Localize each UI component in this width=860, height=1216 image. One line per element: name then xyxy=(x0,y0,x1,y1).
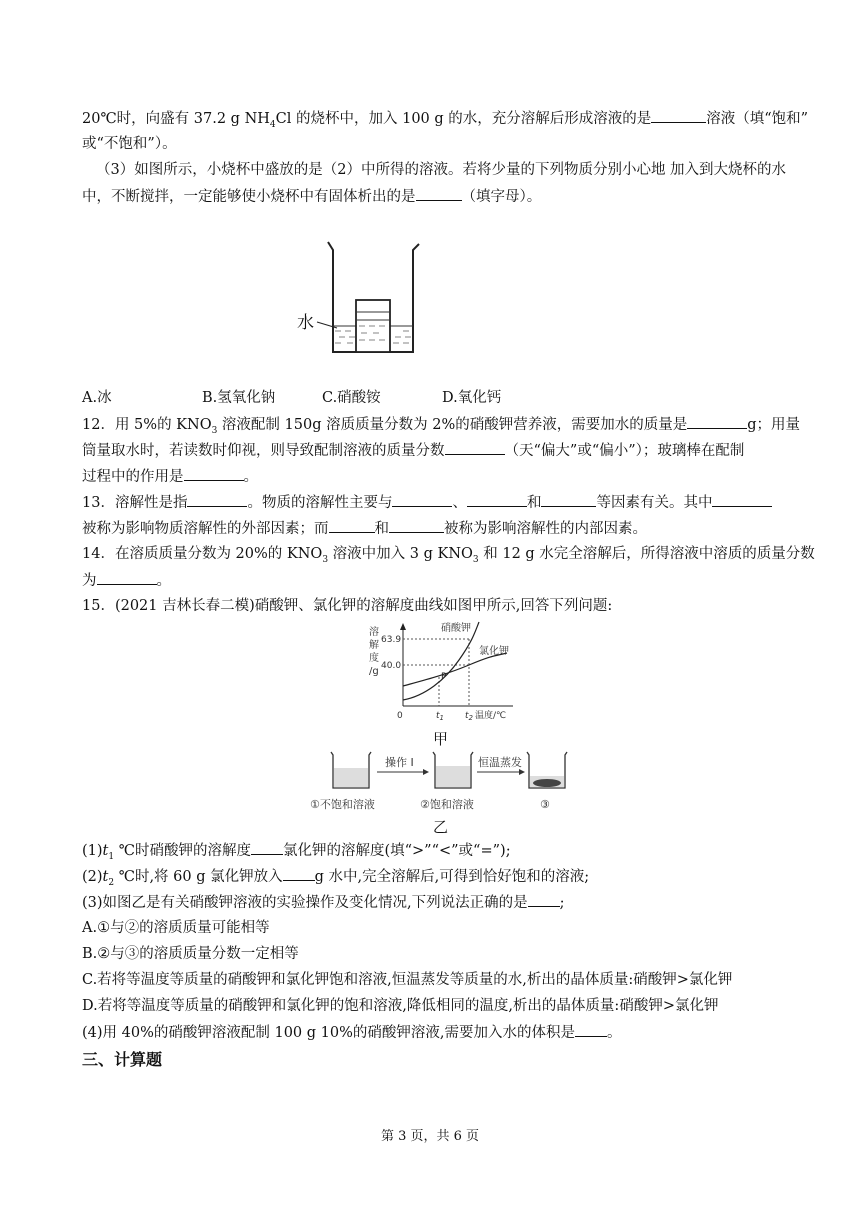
x-tick-t2: $t_2$ xyxy=(465,711,473,722)
answer-blank[interactable] xyxy=(528,892,560,907)
operation-1-label: 操作 I xyxy=(385,756,414,769)
q11-line-2: 或“不饱和”）。 xyxy=(82,136,177,152)
caption-yi: 乙 xyxy=(433,818,449,836)
beaker-figure xyxy=(295,236,435,361)
q14-line-2: 为 。 xyxy=(82,570,808,591)
solubility-chart xyxy=(365,620,525,730)
q12-line-1: 12．用 5%的 $KNO_3$ 溶液配制 150g 溶质质量分数为 2%的硝酸钾营养液，需要加水的质量是 g；用量 xyxy=(82,414,808,441)
y-tick-63-9: 63.9 xyxy=(381,635,402,645)
q15-option-c[interactable]: C.若将等温度等质量的硝酸钾和氯化钾饱和溶液,恒温蒸发等质量的水,析出的晶体质量:硝酸钾>氯化钾 xyxy=(82,972,733,988)
origin-label: 0 xyxy=(397,711,403,721)
q13-line-2: 被称为影响物质溶解性的外部因素；而 和 被称为影响溶解性的内部因素。 xyxy=(82,518,808,539)
q15-sub-1: $(1)t_1$ ℃时硝酸钾的溶解度 氯化钾的溶解度(填“>”“<”或“=”); xyxy=(82,840,808,867)
y-axis-label-2: 解 xyxy=(369,640,379,651)
answer-blank[interactable] xyxy=(541,492,596,507)
answer-blank[interactable] xyxy=(187,492,247,507)
q15-intro: 15．(2021 吉林长春二模)硝酸钾、氯化钾的溶解度曲线如图甲所示,回答下列问题: xyxy=(82,598,613,614)
q15-option-d[interactable]: D.若将等温度等质量的硝酸钾和氯化钾的饱和溶液,降低相同的温度,析出的晶体质量:硝酸钾>氯化钾 xyxy=(82,998,719,1014)
x-axis-label: 温度/℃ xyxy=(475,711,507,721)
caption-jia: 甲 xyxy=(433,730,449,748)
answer-blank[interactable] xyxy=(389,518,444,533)
q15-sub-2: $(2)t_2$ ℃时,将 60 g 氯化钾放入 g 水中,完全溶解后,可得到恰好饱和的溶液; xyxy=(82,866,808,893)
answer-blank[interactable] xyxy=(445,440,505,455)
answer-blank[interactable] xyxy=(97,570,157,585)
operation-2-label: 恒温蒸发 xyxy=(478,756,522,769)
answer-blank[interactable] xyxy=(184,466,244,481)
beaker-2-label: ②饱和溶液 xyxy=(420,798,474,811)
q15-option-b[interactable]: B.②与③的溶质质量分数一定相等 xyxy=(82,946,299,962)
option-c[interactable]: C.硝酸铵 xyxy=(322,390,381,406)
answer-blank[interactable] xyxy=(651,108,706,123)
q11-part3-line-1: （3）如图所示，小烧杯中盛放的是（2）中所得的溶液。若将少量的下列物质分别小心地 加入到大烧杯的水 xyxy=(96,162,787,178)
q11-options xyxy=(82,388,808,408)
page-footer: 第 3 页，共 6 页 xyxy=(380,1129,480,1144)
process-figure xyxy=(305,748,575,818)
beaker-1-label: ①不饱和溶液 xyxy=(310,798,375,811)
y-axis-label-3: 度 xyxy=(369,653,379,664)
y-axis-label-1: 溶 xyxy=(369,627,379,638)
water-label: 水 xyxy=(297,313,314,333)
y-axis-label-4: /g xyxy=(369,666,379,677)
answer-blank[interactable] xyxy=(687,414,747,429)
beaker-3-label: ③ xyxy=(540,798,550,811)
q13-line-1: 13．溶解性是指 。物质的溶解性主要与 、 和 等因素有关。其中 xyxy=(82,492,808,513)
q15-sub-3: (3)如图乙是有关硝酸钾溶液的实验操作及变化情况,下列说法正确的是 ; xyxy=(82,892,808,913)
x-tick-t1: $t_1$ xyxy=(436,711,444,722)
answer-blank[interactable] xyxy=(251,840,283,855)
answer-blank[interactable] xyxy=(283,866,315,881)
option-b[interactable]: B.氢氧化钠 xyxy=(202,390,276,406)
q12-line-3: 过程中的作用是 。 xyxy=(82,466,808,487)
option-d[interactable]: D.氧化钙 xyxy=(442,390,502,406)
option-a[interactable]: A.冰 xyxy=(82,390,112,406)
answer-blank[interactable] xyxy=(712,492,772,507)
answer-blank[interactable] xyxy=(329,518,375,533)
q11-part3-line-2: 中，不断搅拌，一定能够使小烧杯中有固体析出的是 （填字母）。 xyxy=(82,186,808,207)
answer-blank[interactable] xyxy=(416,186,462,201)
point-p-label: P xyxy=(441,672,447,682)
q14-line-1: 14．在溶质质量分数为 20%的 $KNO_3$ 溶液中加入 3 g $KNO_3$ 和 12 g 水完全溶解后，所得溶液中溶质的质量分数 xyxy=(82,546,815,565)
q11-line-1: 20℃时，向盛有 37.2 g $NH_4Cl$ 的烧杯中，加入 100 g 的水，充分溶解后形成溶液的是 溶液（填“饱和” xyxy=(82,108,808,135)
series-label-kcl: 氯化钾 xyxy=(479,646,509,657)
q15-sub-4: (4)用 40%的硝酸钾溶液配制 100 g 10%的硝酸钾溶液,需要加入水的体积是 。 xyxy=(82,1022,808,1043)
series-label-kno3: 硝酸钾 xyxy=(441,623,471,634)
answer-blank[interactable] xyxy=(575,1022,607,1037)
answer-blank[interactable] xyxy=(392,492,452,507)
y-tick-40-0: 40.0 xyxy=(381,661,402,671)
q15-option-a[interactable]: A.①与②的溶质质量可能相等 xyxy=(82,920,270,936)
section-heading-calculation: 三、计算题 xyxy=(82,1050,163,1069)
answer-blank[interactable] xyxy=(467,492,527,507)
kcl-curve xyxy=(403,653,507,686)
q12-line-2: 筒量取水时，若读数时仰视，则导致配制溶液的质量分数 （天“偏大”或“偏小”）；玻璃棒在配制 xyxy=(82,440,808,461)
